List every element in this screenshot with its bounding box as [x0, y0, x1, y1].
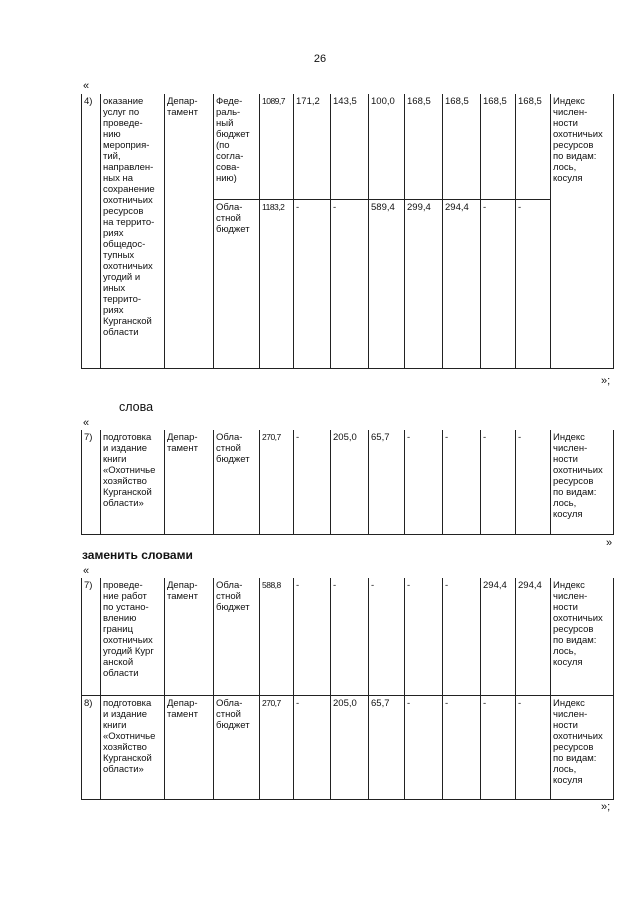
value-cell: 100,0: [369, 94, 405, 199]
cell-line: Обла-: [216, 201, 243, 213]
activity-name: [101, 695, 165, 799]
activity-name: [101, 578, 165, 695]
value-cell: 143,5: [331, 94, 369, 199]
cell-line: и издание: [103, 708, 148, 720]
close-quote: »: [606, 537, 613, 549]
cell-line: проведе-: [103, 118, 143, 129]
cell-line: на террито-: [103, 217, 155, 228]
value-cell: -: [481, 430, 516, 534]
cell-line: террито-: [103, 294, 142, 305]
cell-line: бюджет: [216, 602, 250, 613]
value-cell: 299,4: [405, 199, 443, 368]
cell-line: (по: [216, 140, 230, 151]
cell-line: тий,: [103, 151, 121, 162]
cell-line: охотничьих: [103, 635, 153, 646]
cell-line: бюджет: [216, 719, 250, 731]
value-cell: -: [369, 578, 405, 695]
cell-line: охотничьих: [553, 465, 603, 476]
cell-line: косуля: [553, 774, 583, 786]
value-cell: -: [294, 695, 331, 799]
value-cell: -: [443, 578, 481, 695]
value-cell: -: [481, 199, 516, 368]
cell-line: Индекс: [553, 580, 585, 591]
cell-line: области: [103, 668, 139, 679]
cell-line: по видам:: [553, 151, 597, 162]
cell-line: Индекс: [553, 697, 585, 709]
cell-line: сохранение: [103, 184, 155, 195]
cell-line: угодий Кург: [103, 646, 154, 657]
row-number: 7): [82, 578, 101, 695]
value-cell: 171,2: [294, 94, 331, 199]
activity-name: [101, 430, 165, 534]
cell-line: тамент: [167, 443, 198, 454]
cell-line: области»: [103, 498, 144, 509]
value-cell: -: [405, 430, 443, 534]
value-cell: 168,5: [443, 94, 481, 199]
cell-line: проведе-: [103, 580, 143, 591]
cell-line: «Охотничье: [103, 730, 156, 742]
cell-line: нию: [103, 129, 121, 140]
cell-line: подготовка: [103, 697, 152, 709]
cell-line: по видам:: [553, 635, 597, 646]
activity-name: [101, 94, 165, 368]
cell-line: книги: [103, 454, 127, 465]
open-quote: «: [83, 565, 90, 577]
cell-line: охотничьих: [553, 730, 603, 742]
cell-line: ресурсов: [553, 624, 594, 635]
program-table-1: [81, 94, 614, 369]
cell-line: косуля: [553, 509, 583, 520]
cell-line: хозяйство: [103, 741, 147, 753]
cell-line: ресурсов: [553, 741, 594, 753]
value-cell: -: [294, 578, 331, 695]
cell-line: тупных: [103, 250, 135, 261]
cell-line: охотничьих: [553, 613, 603, 624]
cell-line: стной: [216, 212, 241, 224]
value-cell: 270,7: [260, 695, 294, 799]
cell-line: ности: [553, 118, 578, 129]
cell-line: охотничьих: [553, 129, 603, 140]
cell-line: услуг по: [103, 107, 140, 118]
cell-line: иных: [103, 283, 126, 294]
cell-line: тамент: [167, 708, 198, 720]
value-cell: -: [516, 695, 551, 799]
cell-line: ние работ: [103, 591, 147, 602]
cell-line: Курганской: [103, 752, 152, 764]
value-cell: -: [405, 578, 443, 695]
table-row: [82, 430, 614, 534]
replace-label: заменить словами: [82, 548, 193, 562]
value-cell: 294,4: [516, 578, 551, 695]
cell-line: по видам:: [553, 487, 597, 498]
cell-line: ных на: [103, 173, 133, 184]
cell-line: согла-: [216, 151, 244, 162]
row-number: 4): [82, 94, 101, 368]
funding-source: [214, 578, 260, 695]
value-cell: 168,5: [405, 94, 443, 199]
executor: [165, 430, 214, 534]
cell-line: Обла-: [216, 697, 243, 709]
value-cell: -: [294, 199, 331, 368]
cell-line: по устано-: [103, 602, 149, 613]
value-cell: 588,8: [260, 578, 294, 695]
table-row: [82, 94, 614, 199]
value-cell: 205,0: [331, 695, 369, 799]
cell-line: лось,: [553, 763, 577, 775]
cell-line: числен-: [553, 107, 588, 118]
cell-line: косуля: [553, 173, 583, 184]
cell-line: по видам:: [553, 752, 597, 764]
cell-line: ный: [216, 118, 234, 129]
cell-line: Депар-: [167, 697, 198, 709]
indicator: [551, 430, 614, 534]
cell-line: Индекс: [553, 96, 585, 107]
funding-source: [214, 94, 260, 199]
cell-line: тамент: [167, 107, 198, 118]
cell-line: границ: [103, 624, 134, 635]
cell-line: охотничьих: [103, 195, 153, 206]
value-cell: 294,4: [481, 578, 516, 695]
cell-line: книги: [103, 719, 127, 731]
cell-line: ресурсов: [103, 206, 144, 217]
cell-line: «Охотничье: [103, 465, 156, 476]
value-cell: -: [443, 695, 481, 799]
row-number: 8): [82, 695, 101, 799]
funding-source: [214, 430, 260, 534]
cell-line: лось,: [553, 162, 577, 173]
value-cell: 589,4: [369, 199, 405, 368]
value-cell: 168,5: [481, 94, 516, 199]
table-row: [82, 695, 614, 799]
row-number: 7): [82, 430, 101, 534]
cell-line: ресурсов: [553, 140, 594, 151]
cell-line: нию): [216, 173, 237, 184]
cell-line: Индекс: [553, 432, 585, 443]
cell-line: ности: [553, 719, 578, 731]
indicator: [551, 94, 614, 368]
program-table-3: [81, 578, 614, 800]
cell-line: Курганской: [103, 316, 152, 327]
words-label: слова: [119, 400, 154, 414]
cell-line: числен-: [553, 443, 588, 454]
value-cell: -: [405, 695, 443, 799]
indicator: [551, 578, 614, 695]
cell-line: подготовка: [103, 432, 152, 443]
cell-line: мероприя-: [103, 140, 150, 151]
value-cell: 205,0: [331, 430, 369, 534]
value-cell: 168,5: [516, 94, 551, 199]
cell-line: направлен-: [103, 162, 154, 173]
value-cell: -: [516, 199, 551, 368]
cell-line: косуля: [553, 657, 583, 668]
executor: [165, 94, 214, 368]
value-cell: -: [294, 430, 331, 534]
value-cell: 1089,7: [260, 94, 294, 199]
cell-line: Феде-: [216, 96, 243, 107]
value-cell: -: [516, 430, 551, 534]
executor: [165, 578, 214, 695]
cell-line: Депар-: [167, 432, 198, 443]
cell-line: анской: [103, 657, 134, 668]
cell-line: Обла-: [216, 432, 243, 443]
value-cell: -: [443, 430, 481, 534]
cell-line: стной: [216, 708, 241, 720]
page-number: 26: [313, 53, 327, 65]
indicator: [551, 695, 614, 799]
funding-source: [214, 199, 260, 368]
cell-line: стной: [216, 591, 241, 602]
value-cell: 65,7: [369, 430, 405, 534]
cell-line: ресурсов: [553, 476, 594, 487]
value-cell: 270,7: [260, 430, 294, 534]
cell-line: сова-: [216, 162, 240, 173]
close-quote: »;: [601, 801, 611, 813]
value-cell: 1183,2: [260, 199, 294, 368]
cell-line: Курганской: [103, 487, 152, 498]
value-cell: -: [331, 578, 369, 695]
cell-line: бюджет: [216, 129, 250, 140]
cell-line: охотничьих: [103, 261, 153, 272]
open-quote: «: [83, 417, 90, 429]
cell-line: Обла-: [216, 580, 243, 591]
cell-line: стной: [216, 443, 241, 454]
cell-line: влению: [103, 613, 137, 624]
cell-line: раль-: [216, 107, 241, 118]
cell-line: хозяйство: [103, 476, 147, 487]
cell-line: ности: [553, 602, 578, 613]
value-cell: 65,7: [369, 695, 405, 799]
cell-line: лось,: [553, 498, 577, 509]
cell-line: лось,: [553, 646, 577, 657]
executor: [165, 695, 214, 799]
cell-line: бюджет: [216, 223, 250, 235]
funding-source: [214, 695, 260, 799]
cell-line: риях: [103, 228, 124, 239]
cell-line: ности: [553, 454, 578, 465]
cell-line: общедос-: [103, 239, 146, 250]
cell-line: риях: [103, 305, 124, 316]
open-quote: «: [83, 80, 90, 92]
cell-line: числен-: [553, 591, 588, 602]
cell-line: Депар-: [167, 580, 198, 591]
cell-line: Депар-: [167, 96, 198, 107]
cell-line: области»: [103, 763, 144, 775]
value-cell: -: [481, 695, 516, 799]
cell-line: угодий и: [103, 272, 141, 283]
value-cell: -: [331, 199, 369, 368]
cell-line: области: [103, 327, 139, 338]
value-cell: 294,4: [443, 199, 481, 368]
cell-line: числен-: [553, 708, 588, 720]
cell-line: и издание: [103, 443, 148, 454]
cell-line: тамент: [167, 591, 198, 602]
cell-line: оказание: [103, 96, 144, 107]
close-quote: »;: [601, 375, 611, 387]
table-row: [82, 578, 614, 695]
program-table-2: [81, 430, 614, 535]
cell-line: бюджет: [216, 454, 250, 465]
